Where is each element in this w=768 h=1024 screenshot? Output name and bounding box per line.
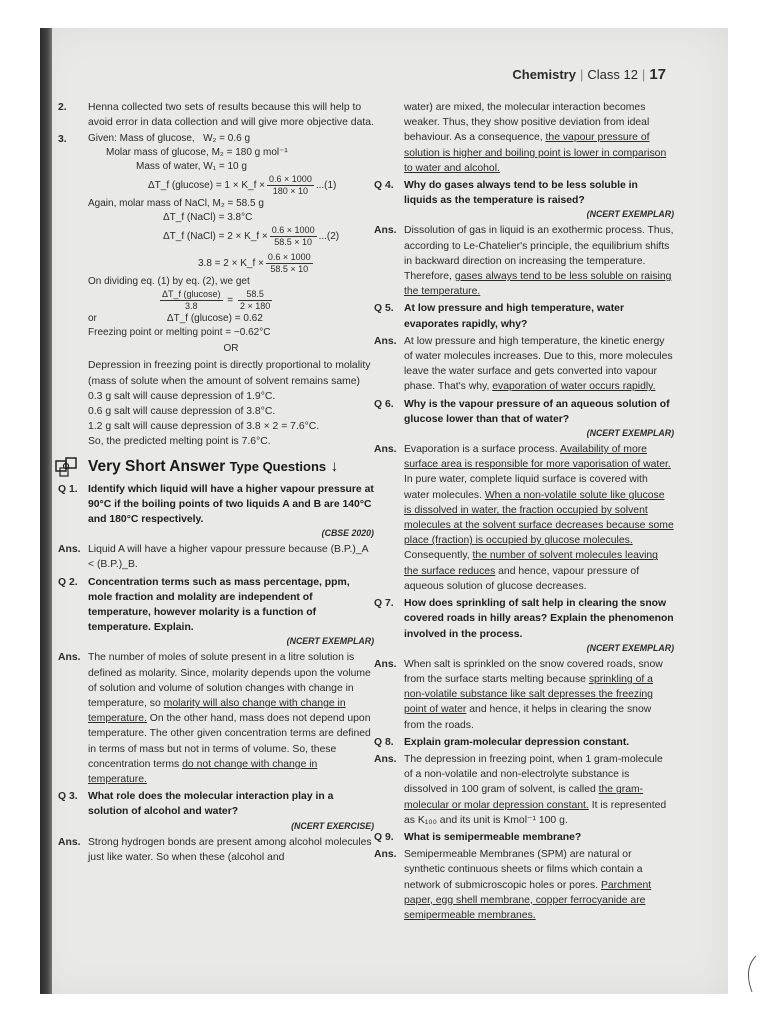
pen-stroke-mark bbox=[744, 954, 758, 994]
equation-4: $\frac{\text{ΔT\_f (glucose)}}{3.8}$ = $\frac{58.5}{2 \times 180}$ bbox=[162, 289, 271, 312]
subject-title: Chemistry bbox=[512, 67, 576, 82]
question-8: Q 8. Explain gram-molecular depression constant. bbox=[374, 736, 630, 748]
equation-2: ΔT_f (NaCl) = 2 × K_f × $\frac{0.6 \times 1000}{58.5 \times 10}$ ...(2) bbox=[163, 225, 340, 248]
question-2: Q 2. Concentration terms such as mass percentage, ppm, mole fraction and molality are independent of temperature, however molarity is a function of temperature. Explain. (NCERT EXEMPLAR) bbox=[58, 576, 374, 647]
answer-q9: Ans. Semipermeable Membranes (SPM) are natural or synthetic continuous sheets or films which contain a network of submicroscopic holes or pores. Parchment paper, egg shell membrane, copper ferrocyanide are semipermeable membranes. bbox=[374, 849, 652, 921]
question-3: Q 3. What role does the molecular interaction play in a solution of alcohol and water? (NCERT EXERCISE) bbox=[58, 791, 374, 831]
answer-q3: Ans. Strong hydrogen bonds are present among alcohol molecules just like water. So when these (alcohol and bbox=[58, 836, 372, 863]
arrow-down-icon: ↓ bbox=[330, 458, 339, 476]
answer-q8: Ans. The depression in freezing point, when 1 gram-molecule of a non-volatile and non-electrolyte substance is dissolved in 100 gram of solvent, is called the gram-molecular or molar depression constant. It is represented as K₁₀₀ and its unit is Kmol⁻¹ 100 g. bbox=[374, 753, 667, 826]
answer-q1: Ans. Liquid A will have a higher vapour pressure because (B.P.)_A < (B.P.)_B. bbox=[58, 544, 368, 571]
section-subtitle: Type Questions bbox=[229, 459, 327, 475]
equation-1: ΔT_f (glucose) = 1 × K_f × $\frac{0.6 \times 1000}{180 \times 10}$ ...(1) bbox=[148, 174, 337, 197]
puzzle-icon bbox=[54, 456, 82, 478]
section-heading bbox=[54, 456, 374, 478]
right-column bbox=[374, 100, 674, 925]
question-7: Q 7. How does sprinkling of salt help in clearing the snow covered roads in hilly areas? Explain the phenomenon involved in the process. (NCERT EXEMPLAR) bbox=[374, 598, 674, 653]
question-1: Q 1. Identify which liquid will have a higher vapour pressure at 90°C if the boiling points of two liquids A and B are 140°C and 180°C respectively. (CBSE 2020) bbox=[58, 483, 374, 539]
question-5: Q 5. At low pressure and high temperature, water evaporates rapidly, why? bbox=[374, 303, 624, 330]
section-title: Very Short Answer bbox=[88, 458, 226, 476]
answer-q6: Ans. Evaporation is a surface process. Availability of more surface area is responsible for more vaporisation of water. In pure water, complete liquid surface is covered with water molecules. When a non-volatile solute like glucose is dissolved in water, the fraction occupied by solvent molecules at the solvent surface decreases because some place (fraction) is occupied by glucose molecules. Consequently, the number of solvent molecules leaving the surface reduces and hence, vapour pressure of aqueous solution of glucose decreases. bbox=[374, 444, 674, 592]
book-spine-shadow bbox=[40, 28, 52, 994]
question-4: Q 4. Why do gases always tend to be less soluble in liquids as the temperature is raised? (NCERT EXEMPLAR) bbox=[374, 180, 674, 220]
book-page bbox=[40, 28, 728, 994]
page-number: 17 bbox=[649, 66, 666, 83]
answer-2: 2. Henna collected two sets of results because this will help to avoid error in data collection and will give more objective data. bbox=[58, 102, 374, 129]
answer-3: 3. Given: Mass of glucose, W₂ = 0.6 g Molar mass of glucose, M₂ = 180 g mol⁻¹ Mass of water, W₁ = 10 g ΔT_f (glucose) = 1 × K_f × $\frac{0.6 \times 1000}{180 \times 10}$ ...(1) Again, molar mass of NaCl, M₂ = 58.5 g ΔT_f (NaCl) = 3.8°C ΔT_f (NaCl) = 2 × K_f × $\frac{0.6 \times 1000}{58.5 \times 10}$ ...(2) 3.8 = 2 × K_f × $\frac{0.6 \times 1000}{58.5 \times 10}$ On dividing eq. (1) by eq. (2), we get $\frac{\text{ΔT\_f (glucose)}}{3.8}$ = $\frac{58.5}{2 \times 180}$ or ΔT_f (glucose) = 0.62 Freezing point or melting point = −0.62°C OR Depression in freezing point is directly proportional to molality (mass of solute when the amount of solvent remains same) 0.3 g salt will cause depression of 1.9°C. 0.6 g salt will cause depression of 3.8°C. 1.2 g salt will cause depression of 3.8 × 2 = 7.6°C. So, the predicted melting point is 7.6°C. bbox=[58, 132, 374, 449]
answer-q7: Ans. When salt is sprinkled on the snow covered roads, snow from the surface starts melting because sprinkling of a non-volatile substance like salt depresses the freezing point of water and hence, it helps in clearing the snow from the roads. bbox=[374, 658, 663, 731]
answer-q5: Ans. At low pressure and high temperature, the kinetic energy of water molecules increases. Due to this, more molecules leave the water surface and gets converted into vapour phase. That's why, evaporation of water occurs rapidly. bbox=[374, 335, 673, 393]
page-header: Chemistry | Class 12 | 17 bbox=[512, 66, 666, 83]
question-9: Q 9. What is semipermeable membrane? bbox=[374, 831, 582, 843]
answer-q4: Ans. Dissolution of gas in liquid is an exothermic process. Thus, according to Le-Chatelier's principle, the equilibrium shifts in backward direction on increasing the temperature. Therefore, gases always tend to be less soluble on raising the temperature. bbox=[374, 225, 674, 298]
question-6: Q 6. Why is the vapour pressure of an aqueous solution of glucose lower than that of water? (NCERT EXEMPLAR) bbox=[374, 398, 674, 439]
class-label: Class 12 bbox=[587, 67, 638, 82]
answer-q3-continued: water) are mixed, the molecular interaction becomes weaker. Thus, they show positive deviation from ideal behaviour. As a consequence, the vapour pressure of solution is higher and boiling point is lower in comparison to water and alcohol. bbox=[404, 102, 667, 174]
answer-q2: Ans. The number of moles of solute present in a litre solution is defined as molarity. Since, molarity depends upon the volume of solution and volume of solution changes with change in temperature, so molarity will also change with change in temperature. On the other hand, mass does not depend upon temperature. The other given concentration terms are defined in terms of mass but not in terms of volume. So, these concentration terms do not change with change in temperature. bbox=[58, 652, 371, 786]
left-column bbox=[58, 100, 374, 867]
equation-3: 3.8 = 2 × K_f × $\frac{0.6 \times 1000}{58.5 \times 10}$ bbox=[198, 252, 311, 275]
